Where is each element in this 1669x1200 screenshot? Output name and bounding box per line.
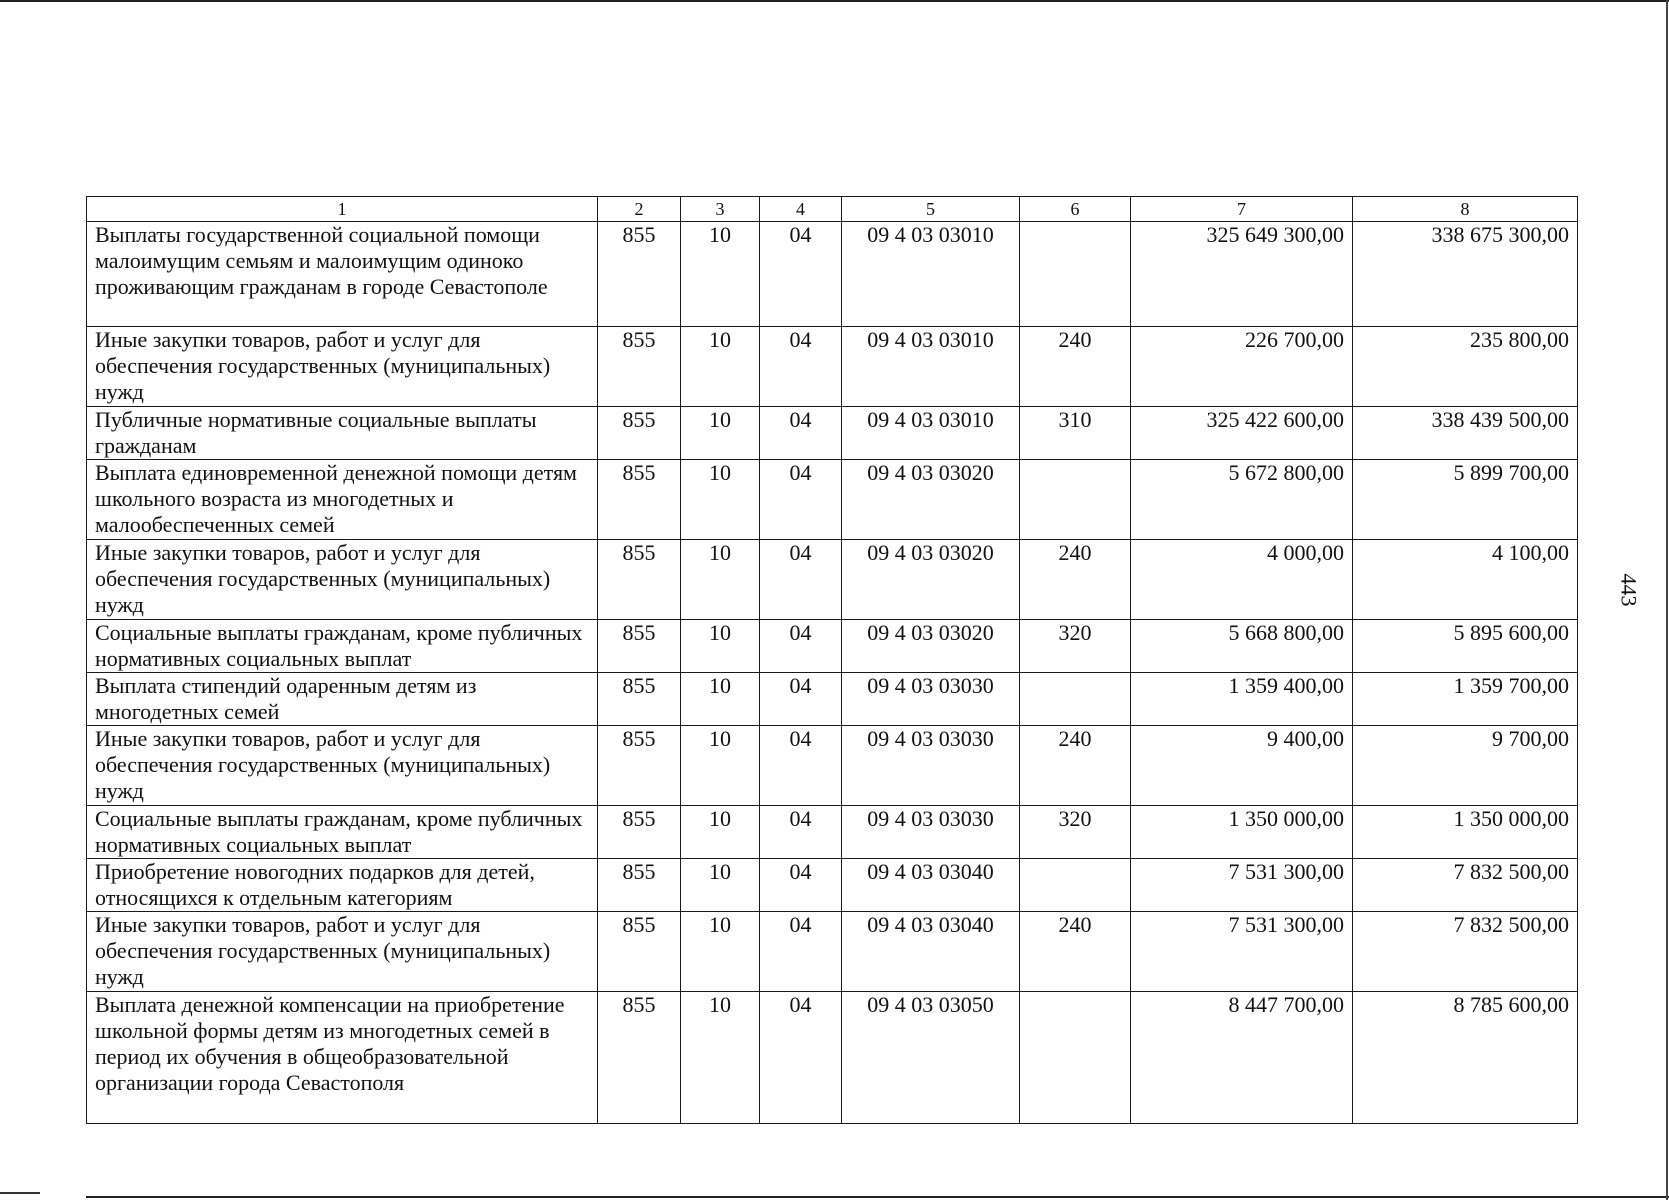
cell-col-4: 04 bbox=[760, 222, 842, 327]
cell-col-2: 855 bbox=[598, 222, 681, 327]
cell-col-7: 7 531 300,00 bbox=[1131, 859, 1353, 912]
column-number-row bbox=[87, 197, 1578, 222]
cell-col-8: 9 700,00 bbox=[1353, 726, 1578, 806]
cell-col-8: 5 895 600,00 bbox=[1353, 620, 1578, 673]
cell-col-4: 04 bbox=[760, 992, 842, 1124]
cell-col-6 bbox=[1020, 222, 1131, 327]
cell-col-3: 10 bbox=[681, 859, 760, 912]
cell-col-2: 855 bbox=[598, 327, 681, 407]
cell-col-7: 325 422 600,00 bbox=[1131, 407, 1353, 460]
cell-col-6: 240 bbox=[1020, 912, 1131, 992]
cell-col-6 bbox=[1020, 673, 1131, 726]
table-row bbox=[87, 460, 1578, 540]
table-row bbox=[87, 222, 1578, 327]
row-name-cell: Выплаты государственной социальной помощи малоимущим семьям и малоимущим одиноко проживающим гражданам в городе Севастополе bbox=[87, 222, 598, 327]
column-number-2: 2 bbox=[598, 197, 681, 222]
cell-col-6 bbox=[1020, 460, 1131, 540]
row-name-cell: Социальные выплаты гражданам, кроме публичных нормативных социальных выплат bbox=[87, 806, 598, 859]
cell-col-7: 1 350 000,00 bbox=[1131, 806, 1353, 859]
cell-col-4: 04 bbox=[760, 806, 842, 859]
scan-edge-top bbox=[0, 0, 1669, 2]
row-name-cell: Иные закупки товаров, работ и услуг для обеспечения государственных (муниципальных) нужд bbox=[87, 912, 598, 992]
cell-col-7: 226 700,00 bbox=[1131, 327, 1353, 407]
cell-col-6: 240 bbox=[1020, 726, 1131, 806]
table-row bbox=[87, 859, 1578, 912]
cell-col-8: 338 675 300,00 bbox=[1353, 222, 1578, 327]
table-row bbox=[87, 620, 1578, 673]
cell-col-3: 10 bbox=[681, 992, 760, 1124]
row-name-cell: Иные закупки товаров, работ и услуг для обеспечения государственных (муниципальных) нужд bbox=[87, 327, 598, 407]
row-name-cell: Выплата единовременной денежной помощи детям школьного возраста из многодетных и малообеспеченных семей bbox=[87, 460, 598, 540]
table-body bbox=[87, 197, 1578, 1124]
cell-col-3: 10 bbox=[681, 327, 760, 407]
cell-col-7: 4 000,00 bbox=[1131, 540, 1353, 620]
cell-col-4: 04 bbox=[760, 540, 842, 620]
cell-col-7: 325 649 300,00 bbox=[1131, 222, 1353, 327]
table-row bbox=[87, 912, 1578, 992]
cell-col-2: 855 bbox=[598, 859, 681, 912]
cell-col-6: 320 bbox=[1020, 806, 1131, 859]
cell-col-6: 240 bbox=[1020, 540, 1131, 620]
cell-col-8: 235 800,00 bbox=[1353, 327, 1578, 407]
column-number-1: 1 bbox=[87, 197, 598, 222]
cell-col-8: 8 785 600,00 bbox=[1353, 992, 1578, 1124]
cell-col-3: 10 bbox=[681, 673, 760, 726]
cell-col-5: 09 4 03 03020 bbox=[842, 620, 1020, 673]
cell-col-3: 10 bbox=[681, 912, 760, 992]
row-name-cell: Выплата стипендий одаренным детям из многодетных семей bbox=[87, 673, 598, 726]
row-name-cell: Публичные нормативные социальные выплаты гражданам bbox=[87, 407, 598, 460]
cell-col-8: 1 350 000,00 bbox=[1353, 806, 1578, 859]
cell-col-3: 10 bbox=[681, 407, 760, 460]
cell-col-4: 04 bbox=[760, 859, 842, 912]
cell-col-2: 855 bbox=[598, 912, 681, 992]
cell-col-2: 855 bbox=[598, 460, 681, 540]
cell-col-3: 10 bbox=[681, 222, 760, 327]
cell-col-6 bbox=[1020, 859, 1131, 912]
table-row bbox=[87, 407, 1578, 460]
cell-col-8: 5 899 700,00 bbox=[1353, 460, 1578, 540]
cell-col-3: 10 bbox=[681, 620, 760, 673]
column-number-6: 6 bbox=[1020, 197, 1131, 222]
cell-col-7: 1 359 400,00 bbox=[1131, 673, 1353, 726]
cell-col-5: 09 4 03 03030 bbox=[842, 673, 1020, 726]
cell-col-7: 5 672 800,00 bbox=[1131, 460, 1353, 540]
cell-col-4: 04 bbox=[760, 620, 842, 673]
scan-edge-bottom bbox=[86, 1196, 1669, 1198]
cell-col-4: 04 bbox=[760, 673, 842, 726]
row-name-cell: Иные закупки товаров, работ и услуг для обеспечения государственных (муниципальных) нужд bbox=[87, 540, 598, 620]
table-row bbox=[87, 327, 1578, 407]
column-number-4: 4 bbox=[760, 197, 842, 222]
cell-col-6: 320 bbox=[1020, 620, 1131, 673]
cell-col-4: 04 bbox=[760, 460, 842, 540]
cell-col-3: 10 bbox=[681, 540, 760, 620]
table-row bbox=[87, 992, 1578, 1124]
cell-col-4: 04 bbox=[760, 726, 842, 806]
cell-col-4: 04 bbox=[760, 327, 842, 407]
cell-col-5: 09 4 03 03040 bbox=[842, 912, 1020, 992]
cell-col-2: 855 bbox=[598, 407, 681, 460]
cell-col-5: 09 4 03 03010 bbox=[842, 407, 1020, 460]
cell-col-8: 7 832 500,00 bbox=[1353, 912, 1578, 992]
cell-col-8: 7 832 500,00 bbox=[1353, 859, 1578, 912]
scan-edge-bottom-left bbox=[0, 1192, 40, 1194]
table-row bbox=[87, 806, 1578, 859]
page-number bbox=[1598, 560, 1658, 620]
row-name-cell: Выплата денежной компенсации на приобретение школьной формы детям из многодетных семей в период их обучения в общеобразовательной организации города Севастополя bbox=[87, 992, 598, 1124]
cell-col-4: 04 bbox=[760, 912, 842, 992]
scan-edge-right bbox=[1666, 0, 1668, 1200]
table-row bbox=[87, 726, 1578, 806]
cell-col-2: 855 bbox=[598, 806, 681, 859]
cell-col-2: 855 bbox=[598, 540, 681, 620]
row-name-cell: Социальные выплаты гражданам, кроме публичных нормативных социальных выплат bbox=[87, 620, 598, 673]
cell-col-8: 4 100,00 bbox=[1353, 540, 1578, 620]
cell-col-3: 10 bbox=[681, 460, 760, 540]
cell-col-2: 855 bbox=[598, 673, 681, 726]
column-number-3: 3 bbox=[681, 197, 760, 222]
page-number-text: 443 bbox=[1616, 573, 1641, 607]
cell-col-4: 04 bbox=[760, 407, 842, 460]
cell-col-8: 338 439 500,00 bbox=[1353, 407, 1578, 460]
cell-col-5: 09 4 03 03010 bbox=[842, 327, 1020, 407]
column-number-8: 8 bbox=[1353, 197, 1578, 222]
row-name-cell: Иные закупки товаров, работ и услуг для обеспечения государственных (муниципальных) нужд bbox=[87, 726, 598, 806]
column-number-7: 7 bbox=[1131, 197, 1353, 222]
cell-col-7: 8 447 700,00 bbox=[1131, 992, 1353, 1124]
cell-col-7: 7 531 300,00 bbox=[1131, 912, 1353, 992]
cell-col-6: 240 bbox=[1020, 327, 1131, 407]
cell-col-3: 10 bbox=[681, 726, 760, 806]
column-number-5: 5 bbox=[842, 197, 1020, 222]
cell-col-5: 09 4 03 03020 bbox=[842, 540, 1020, 620]
cell-col-5: 09 4 03 03040 bbox=[842, 859, 1020, 912]
table-row bbox=[87, 673, 1578, 726]
cell-col-5: 09 4 03 03030 bbox=[842, 806, 1020, 859]
cell-col-2: 855 bbox=[598, 726, 681, 806]
cell-col-7: 9 400,00 bbox=[1131, 726, 1353, 806]
cell-col-5: 09 4 03 03020 bbox=[842, 460, 1020, 540]
cell-col-6: 310 bbox=[1020, 407, 1131, 460]
row-name-cell: Приобретение новогодних подарков для детей, относящихся к отдельным категориям bbox=[87, 859, 598, 912]
table-row bbox=[87, 540, 1578, 620]
cell-col-5: 09 4 03 03010 bbox=[842, 222, 1020, 327]
cell-col-8: 1 359 700,00 bbox=[1353, 673, 1578, 726]
cell-col-2: 855 bbox=[598, 992, 681, 1124]
budget-table bbox=[86, 196, 1578, 1124]
cell-col-5: 09 4 03 03030 bbox=[842, 726, 1020, 806]
cell-col-6 bbox=[1020, 992, 1131, 1124]
cell-col-2: 855 bbox=[598, 620, 681, 673]
cell-col-5: 09 4 03 03050 bbox=[842, 992, 1020, 1124]
cell-col-3: 10 bbox=[681, 806, 760, 859]
cell-col-7: 5 668 800,00 bbox=[1131, 620, 1353, 673]
